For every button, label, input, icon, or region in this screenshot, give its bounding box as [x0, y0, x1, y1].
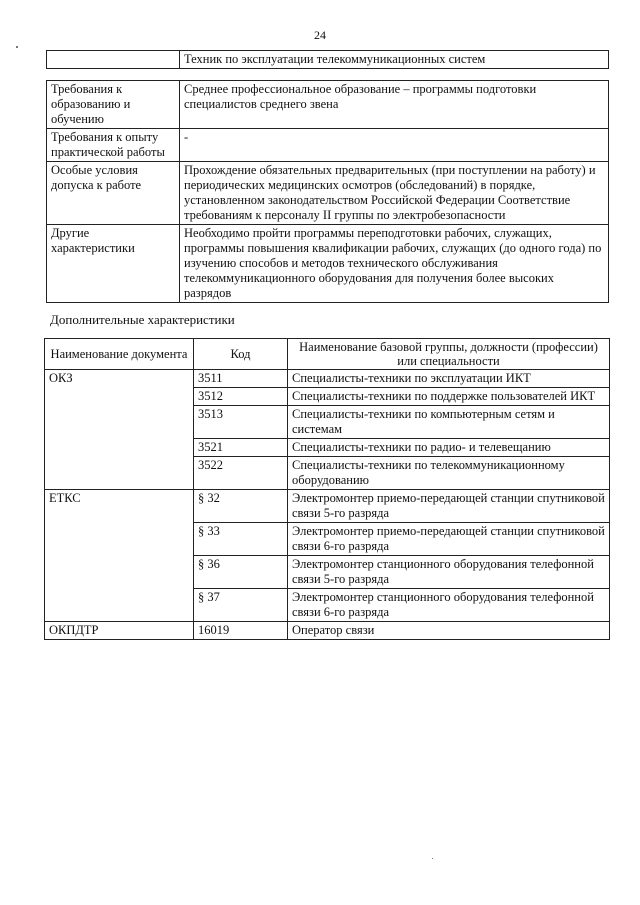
title-blank-cell	[47, 51, 180, 69]
code-cell: 3511	[194, 370, 288, 388]
requirement-value: -	[180, 129, 609, 162]
table-row	[47, 51, 609, 69]
table-row	[45, 490, 610, 523]
code-cell: 16019	[194, 622, 288, 640]
code-cell: 3512	[194, 388, 288, 406]
name-cell: Электромонтер приемо-передающей станции спутниковой связи 6-го разряда	[288, 523, 610, 556]
profession-title-table	[46, 50, 609, 69]
code-cell: § 36	[194, 556, 288, 589]
requirement-label: Особые условия допуска к работе	[47, 162, 180, 225]
scan-speck	[432, 858, 433, 859]
code-cell: § 32	[194, 490, 288, 523]
code-cell: § 37	[194, 589, 288, 622]
name-cell: Электромонтер станционного оборудования телефонной связи 6-го разряда	[288, 589, 610, 622]
document-name: ОКЗ	[45, 370, 194, 490]
document-name: ЕТКС	[45, 490, 194, 622]
table-row	[47, 129, 609, 162]
document-name: ОКПДТР	[45, 622, 194, 640]
requirement-label: Другие характеристики	[47, 225, 180, 303]
requirement-label: Требования к опыту практической работы	[47, 129, 180, 162]
name-cell: Электромонтер приемо-передающей станции спутниковой связи 5-го разряда	[288, 490, 610, 523]
header-code: Код	[194, 339, 288, 370]
name-cell: Специалисты-техники по радио- и телевещанию	[288, 439, 610, 457]
name-cell: Специалисты-техники по компьютерным сетям и системам	[288, 406, 610, 439]
name-cell: Специалисты-техники по эксплуатации ИКТ	[288, 370, 610, 388]
profession-title: Техник по эксплуатации телекоммуникационных систем	[180, 51, 609, 69]
requirement-value: Прохождение обязательных предварительных (при поступлении на работу) и периодических медицинских осмотров (обследований) в порядке, установленном законодательством Российской Федерации Соответствие требованиям к персоналу II группы по электробезопасности	[180, 162, 609, 225]
table-row	[47, 81, 609, 129]
header-name: Наименование базовой группы, должности (профессии) или специальности	[288, 339, 610, 370]
requirement-value: Среднее профессиональное образование – программы подготовки специалистов среднего звена	[180, 81, 609, 129]
name-cell: Оператор связи	[288, 622, 610, 640]
code-cell: 3521	[194, 439, 288, 457]
section-heading: Дополнительные характеристики	[50, 312, 235, 327]
name-cell: Специалисты-техники по поддержке пользователей ИКТ	[288, 388, 610, 406]
name-cell: Электромонтер станционного оборудования телефонной связи 5-го разряда	[288, 556, 610, 589]
table-row	[47, 225, 609, 303]
requirement-label: Требования к образованию и обучению	[47, 81, 180, 129]
code-cell: 3522	[194, 457, 288, 490]
page-number: 24	[314, 28, 326, 42]
name-cell: Специалисты-техники по телекоммуникационному оборудованию	[288, 457, 610, 490]
header-document: Наименование документа	[45, 339, 194, 370]
additional-characteristics-table	[44, 338, 610, 640]
code-cell: 3513	[194, 406, 288, 439]
code-cell: § 33	[194, 523, 288, 556]
table-row	[47, 162, 609, 225]
table-row	[45, 370, 610, 388]
requirement-value: Необходимо пройти программы переподготовки рабочих, служащих, программы повышения квалификации рабочих, служащих (до одного года) по изучению способов и методов технического обслуживания телекоммуникационного оборудования для получения более высоких разрядов	[180, 225, 609, 303]
requirements-table	[46, 80, 609, 303]
table-row	[45, 622, 610, 640]
table-header-row	[45, 339, 610, 370]
scan-speck	[16, 46, 18, 48]
